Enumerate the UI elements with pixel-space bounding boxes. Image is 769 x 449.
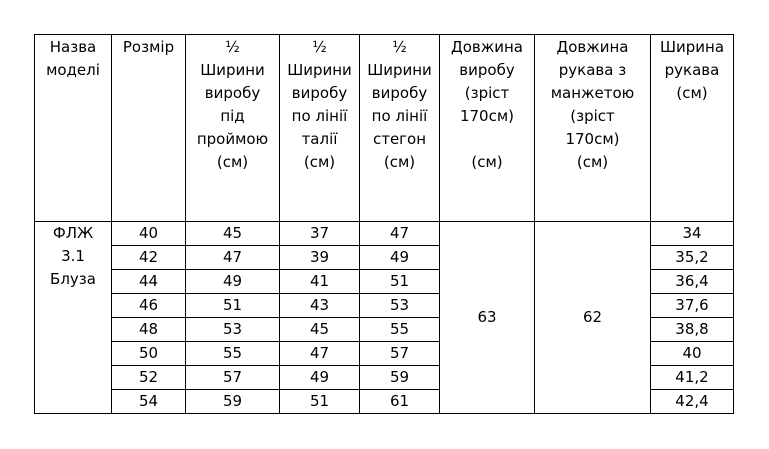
header-text: моделі bbox=[46, 61, 100, 79]
waist-cell: 37 bbox=[280, 222, 360, 246]
header-text: Довжина bbox=[556, 38, 629, 56]
sleeve-width-cell: 38,8 bbox=[651, 318, 734, 342]
header-text bbox=[441, 128, 533, 151]
header-text: 170см) bbox=[565, 130, 620, 148]
waist-cell: 47 bbox=[280, 342, 360, 366]
sleeve-width-cell: 41,2 bbox=[651, 366, 734, 390]
size-cell: 54 bbox=[112, 390, 186, 414]
header-text: (см) bbox=[576, 153, 609, 171]
hips-cell: 55 bbox=[360, 318, 440, 342]
waist-cell: 39 bbox=[280, 246, 360, 270]
sleeve-length-cell: 62 bbox=[535, 222, 651, 414]
header-text: виробу bbox=[371, 84, 428, 102]
model-text: ФЛЖ bbox=[52, 224, 94, 242]
header-text: ½ bbox=[225, 38, 240, 56]
waist-cell: 51 bbox=[280, 390, 360, 414]
header-text: ½ bbox=[392, 38, 407, 56]
header-text: Розмір bbox=[122, 38, 175, 56]
header-text: виробу bbox=[291, 84, 348, 102]
header-model bbox=[35, 35, 112, 222]
size-cell: 40 bbox=[112, 222, 186, 246]
model-text: 3.1 bbox=[61, 247, 85, 265]
header-size bbox=[112, 35, 186, 222]
waist-cell: 49 bbox=[280, 366, 360, 390]
header-text: Довжина bbox=[451, 38, 523, 56]
header-chest-half-width bbox=[186, 35, 280, 222]
chest-cell: 49 bbox=[186, 270, 280, 294]
size-cell: 46 bbox=[112, 294, 186, 318]
hips-cell: 49 bbox=[360, 246, 440, 270]
header-text: Ширина bbox=[659, 38, 725, 56]
header-text: манжетою bbox=[550, 84, 635, 102]
header-row bbox=[35, 35, 734, 222]
header-text: по лінії bbox=[291, 107, 348, 125]
size-cell: 44 bbox=[112, 270, 186, 294]
chest-cell: 45 bbox=[186, 222, 280, 246]
size-cell: 50 bbox=[112, 342, 186, 366]
header-text: (зріст bbox=[570, 107, 615, 125]
header-text: рукава bbox=[664, 61, 720, 79]
size-cell: 42 bbox=[112, 246, 186, 270]
header-text: (см) bbox=[216, 153, 249, 171]
header-text: (см) bbox=[676, 84, 708, 102]
waist-cell: 43 bbox=[280, 294, 360, 318]
sleeve-width-cell: 35,2 bbox=[651, 246, 734, 270]
hips-cell: 53 bbox=[360, 294, 440, 318]
size-cell: 48 bbox=[112, 318, 186, 342]
header-sleeve-length bbox=[535, 35, 651, 222]
header-text: (см) bbox=[383, 153, 416, 171]
chest-cell: 57 bbox=[186, 366, 280, 390]
header-text: Ширини bbox=[367, 61, 432, 79]
chest-cell: 51 bbox=[186, 294, 280, 318]
header-text: Назва bbox=[49, 38, 97, 56]
product-length-cell: 63 bbox=[440, 222, 535, 414]
hips-cell: 59 bbox=[360, 366, 440, 390]
chest-cell: 55 bbox=[186, 342, 280, 366]
header-text: виробу bbox=[204, 84, 261, 102]
waist-cell: 45 bbox=[280, 318, 360, 342]
header-text: виробу bbox=[459, 61, 515, 79]
header-waist-half-width bbox=[280, 35, 360, 222]
header-text: Ширини bbox=[287, 61, 352, 79]
model-name-cell bbox=[35, 222, 112, 414]
header-text: талії bbox=[301, 130, 338, 148]
header-text: під bbox=[220, 107, 245, 125]
header-text: рукава з bbox=[558, 61, 627, 79]
hips-cell: 47 bbox=[360, 222, 440, 246]
size-chart-table bbox=[34, 34, 734, 414]
header-text: стегон bbox=[372, 130, 427, 148]
header-text: (зріст bbox=[464, 84, 510, 102]
header-text: Ширини bbox=[200, 61, 265, 79]
table-row bbox=[35, 222, 734, 246]
header-text: проймою bbox=[196, 130, 269, 148]
model-text: Блуза bbox=[50, 270, 96, 288]
sleeve-width-cell: 40 bbox=[651, 342, 734, 366]
sleeve-width-cell: 36,4 bbox=[651, 270, 734, 294]
header-text: 170см) bbox=[459, 107, 515, 125]
header-text: ½ bbox=[312, 38, 327, 56]
chest-cell: 59 bbox=[186, 390, 280, 414]
header-sleeve-width bbox=[651, 35, 734, 222]
hips-cell: 57 bbox=[360, 342, 440, 366]
chest-cell: 53 bbox=[186, 318, 280, 342]
sleeve-width-cell: 42,4 bbox=[651, 390, 734, 414]
sleeve-width-cell: 37,6 bbox=[651, 294, 734, 318]
chest-cell: 47 bbox=[186, 246, 280, 270]
header-text: (см) bbox=[471, 153, 503, 171]
header-text: (см) bbox=[303, 153, 336, 171]
header-text: по лінії bbox=[371, 107, 428, 125]
header-product-length bbox=[440, 35, 535, 222]
header-hips-half-width bbox=[360, 35, 440, 222]
hips-cell: 61 bbox=[360, 390, 440, 414]
sleeve-width-cell: 34 bbox=[651, 222, 734, 246]
waist-cell: 41 bbox=[280, 270, 360, 294]
hips-cell: 51 bbox=[360, 270, 440, 294]
size-cell: 52 bbox=[112, 366, 186, 390]
